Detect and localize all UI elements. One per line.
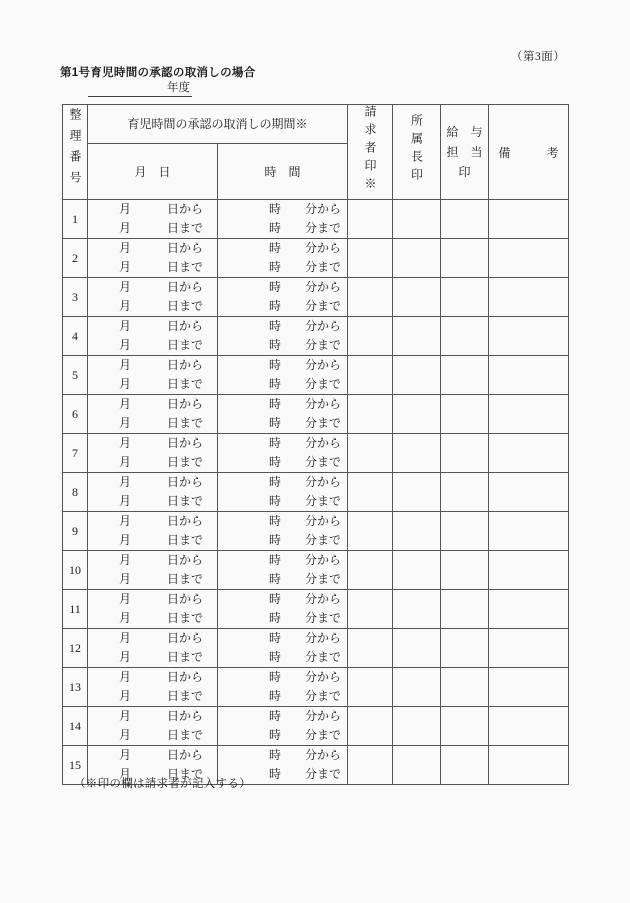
payroll-seal-cell <box>441 239 489 278</box>
date-cell <box>88 551 218 590</box>
date-from-line: 月 日から <box>118 397 203 411</box>
date-to-line: 月 日まで <box>118 260 203 274</box>
payroll-seal-cell <box>441 590 489 629</box>
time-cell <box>218 590 348 629</box>
date-cell <box>88 512 218 551</box>
table-header <box>63 105 569 200</box>
chief-seal-cell <box>393 473 441 512</box>
chief-seal-cell <box>393 512 441 551</box>
row-number-cell <box>63 668 88 707</box>
date-to-line: 月 日まで <box>118 611 203 625</box>
remarks-cell <box>489 629 569 668</box>
remarks-cell <box>489 746 569 785</box>
row-number: 5 <box>72 367 78 382</box>
remarks-cell <box>489 278 569 317</box>
time-to-line: 時 分まで <box>269 221 342 235</box>
time-cell <box>218 551 348 590</box>
time-to-line: 時 分まで <box>269 572 342 586</box>
payroll-seal-cell <box>441 317 489 356</box>
cancellation-table <box>62 104 569 785</box>
chief-seal-cell <box>393 434 441 473</box>
payroll-seal-cell <box>441 629 489 668</box>
date-to-line: 月 日まで <box>118 221 203 235</box>
chief-seal-cell <box>393 590 441 629</box>
row-number-cell <box>63 473 88 512</box>
chief-seal-cell <box>393 356 441 395</box>
time-cell <box>218 239 348 278</box>
time-to-line: 時 分まで <box>269 767 342 781</box>
time-from-line: 時 分から <box>269 748 342 762</box>
chief-seal-cell <box>393 551 441 590</box>
row-number: 10 <box>69 562 81 577</box>
time-cell <box>218 356 348 395</box>
table-body <box>63 200 569 785</box>
row-number: 15 <box>69 757 81 772</box>
time-cell <box>218 278 348 317</box>
row-number-cell <box>63 512 88 551</box>
payroll-seal-cell <box>441 434 489 473</box>
time-cell <box>218 200 348 239</box>
date-to-line: 月 日まで <box>118 767 203 781</box>
chief-seal-cell <box>393 668 441 707</box>
remarks-cell <box>489 473 569 512</box>
table-row <box>63 590 569 629</box>
remarks-cell <box>489 395 569 434</box>
row-number: 12 <box>69 640 81 655</box>
row-number: 9 <box>72 523 78 538</box>
fiscal-year-label: 年度 <box>167 82 190 94</box>
table-row <box>63 551 569 590</box>
table-row <box>63 668 569 707</box>
date-from-line: 月 日から <box>118 748 203 762</box>
time-to-line: 時 分まで <box>269 611 342 625</box>
row-number-cell <box>63 590 88 629</box>
time-to-line: 時 分まで <box>269 494 342 508</box>
table-row <box>63 395 569 434</box>
time-from-line: 時 分から <box>269 670 342 684</box>
time-from-line: 時 分から <box>269 202 342 216</box>
remarks-cell <box>489 512 569 551</box>
date-to-line: 月 日まで <box>118 572 203 586</box>
time-to-line: 時 分まで <box>269 728 342 742</box>
table-row <box>63 356 569 395</box>
date-from-line: 月 日から <box>118 319 203 333</box>
date-from-line: 月 日から <box>118 202 203 216</box>
time-from-line: 時 分から <box>269 241 342 255</box>
claimant-seal-cell <box>348 473 393 512</box>
claimant-seal-cell <box>348 317 393 356</box>
row-number-cell <box>63 629 88 668</box>
date-cell <box>88 473 218 512</box>
time-from-line: 時 分から <box>269 358 342 372</box>
time-to-line: 時 分まで <box>269 533 342 547</box>
date-to-line: 月 日まで <box>118 377 203 391</box>
header-period: 育児時間の承認の取消しの期間※ <box>88 105 348 144</box>
date-to-line: 月 日まで <box>118 494 203 508</box>
time-from-line: 時 分から <box>269 475 342 489</box>
sheet-number-label: （第3面） <box>511 51 566 63</box>
time-to-line: 時 分まで <box>269 455 342 469</box>
table-row <box>63 317 569 356</box>
chief-seal-cell <box>393 395 441 434</box>
header-serial-number <box>63 105 88 200</box>
remarks-cell <box>489 317 569 356</box>
time-from-line: 時 分から <box>269 436 342 450</box>
header-serial-number-label: 整理番号 <box>68 108 82 192</box>
time-cell <box>218 629 348 668</box>
time-to-line: 時 分まで <box>269 377 342 391</box>
date-to-line: 月 日まで <box>118 533 203 547</box>
claimant-seal-cell <box>348 278 393 317</box>
claimant-seal-cell <box>348 590 393 629</box>
time-from-line: 時 分から <box>269 280 342 294</box>
time-cell <box>218 395 348 434</box>
row-number-cell <box>63 317 88 356</box>
form-title: 第1号育児時間の承認の取消しの場合 <box>60 67 256 79</box>
header-date: 月 日 <box>88 143 218 199</box>
payroll-seal-cell <box>441 356 489 395</box>
claimant-seal-cell <box>348 707 393 746</box>
claimant-seal-cell <box>348 434 393 473</box>
date-from-line: 月 日から <box>118 514 203 528</box>
date-cell <box>88 317 218 356</box>
table-row <box>63 434 569 473</box>
date-from-line: 月 日から <box>118 241 203 255</box>
date-to-line: 月 日まで <box>118 689 203 703</box>
row-number: 1 <box>72 211 78 226</box>
row-number: 14 <box>69 718 81 733</box>
claimant-seal-cell <box>348 239 393 278</box>
header-remarks: 備 考 <box>489 105 569 200</box>
remarks-cell <box>489 668 569 707</box>
table-row <box>63 707 569 746</box>
row-number: 4 <box>72 328 78 343</box>
row-number: 13 <box>69 679 81 694</box>
payroll-seal-cell <box>441 200 489 239</box>
row-number-cell <box>63 278 88 317</box>
payroll-seal-cell <box>441 278 489 317</box>
row-number: 8 <box>72 484 78 499</box>
date-to-line: 月 日まで <box>118 338 203 352</box>
time-from-line: 時 分から <box>269 553 342 567</box>
remarks-cell <box>489 551 569 590</box>
header-time: 時 間 <box>218 143 348 199</box>
date-cell <box>88 434 218 473</box>
table-row <box>63 629 569 668</box>
remarks-cell <box>489 434 569 473</box>
date-cell <box>88 278 218 317</box>
row-number: 7 <box>72 445 78 460</box>
time-cell <box>218 473 348 512</box>
chief-seal-cell <box>393 317 441 356</box>
time-cell <box>218 317 348 356</box>
date-cell <box>88 668 218 707</box>
time-from-line: 時 分から <box>269 592 342 606</box>
header-chief-seal-label: 所属長印 <box>409 114 424 186</box>
time-from-line: 時 分から <box>269 514 342 528</box>
time-to-line: 時 分まで <box>269 416 342 430</box>
date-cell <box>88 200 218 239</box>
footnote: （※印の欄は請求者が記入する） <box>74 778 251 790</box>
date-cell <box>88 356 218 395</box>
header-payroll-seal-line3: 印 <box>458 165 471 179</box>
chief-seal-cell <box>393 200 441 239</box>
row-number-cell <box>63 239 88 278</box>
row-number-cell <box>63 551 88 590</box>
table-row <box>63 512 569 551</box>
time-to-line: 時 分まで <box>269 689 342 703</box>
table-row <box>63 473 569 512</box>
row-number-cell <box>63 434 88 473</box>
header-payroll-seal-line2: 担 当 <box>446 145 483 159</box>
date-from-line: 月 日から <box>118 592 203 606</box>
payroll-seal-cell <box>441 512 489 551</box>
time-from-line: 時 分から <box>269 631 342 645</box>
payroll-seal-cell <box>441 395 489 434</box>
remarks-cell <box>489 707 569 746</box>
time-cell <box>218 434 348 473</box>
date-from-line: 月 日から <box>118 358 203 372</box>
date-cell <box>88 590 218 629</box>
row-number: 11 <box>69 601 81 616</box>
payroll-seal-cell <box>441 551 489 590</box>
date-to-line: 月 日まで <box>118 299 203 313</box>
date-from-line: 月 日から <box>118 280 203 294</box>
claimant-seal-cell <box>348 512 393 551</box>
date-cell <box>88 707 218 746</box>
time-from-line: 時 分から <box>269 397 342 411</box>
row-number: 3 <box>72 289 78 304</box>
claimant-seal-cell <box>348 200 393 239</box>
table-row <box>63 239 569 278</box>
claimant-seal-cell <box>348 668 393 707</box>
chief-seal-cell <box>393 278 441 317</box>
time-cell <box>218 668 348 707</box>
claimant-seal-cell <box>348 356 393 395</box>
time-from-line: 時 分から <box>269 709 342 723</box>
table-row <box>63 200 569 239</box>
row-number-cell <box>63 707 88 746</box>
table-row <box>63 278 569 317</box>
remarks-cell <box>489 356 569 395</box>
payroll-seal-cell <box>441 473 489 512</box>
row-number: 2 <box>72 250 78 265</box>
payroll-seal-cell <box>441 668 489 707</box>
header-chief-seal <box>393 105 441 200</box>
time-to-line: 時 分まで <box>269 650 342 664</box>
chief-seal-cell <box>393 629 441 668</box>
date-from-line: 月 日から <box>118 436 203 450</box>
time-to-line: 時 分まで <box>269 299 342 313</box>
time-cell <box>218 512 348 551</box>
row-number: 6 <box>72 406 78 421</box>
row-number-cell <box>63 395 88 434</box>
date-from-line: 月 日から <box>118 553 203 567</box>
payroll-seal-cell <box>441 746 489 785</box>
date-from-line: 月 日から <box>118 670 203 684</box>
header-claimant-seal-label: 請求者印※ <box>363 105 378 195</box>
header-payroll-seal-line1: 給 与 <box>446 125 483 139</box>
date-to-line: 月 日まで <box>118 650 203 664</box>
row-number-cell <box>63 200 88 239</box>
date-from-line: 月 日から <box>118 631 203 645</box>
date-cell <box>88 239 218 278</box>
time-from-line: 時 分から <box>269 319 342 333</box>
claimant-seal-cell <box>348 395 393 434</box>
remarks-cell <box>489 590 569 629</box>
remarks-cell <box>489 239 569 278</box>
remarks-cell <box>489 200 569 239</box>
date-to-line: 月 日まで <box>118 416 203 430</box>
claimant-seal-cell <box>348 551 393 590</box>
date-to-line: 月 日まで <box>118 455 203 469</box>
header-payroll-seal <box>441 105 489 200</box>
date-to-line: 月 日まで <box>118 728 203 742</box>
date-from-line: 月 日から <box>118 709 203 723</box>
chief-seal-cell <box>393 239 441 278</box>
time-cell <box>218 707 348 746</box>
claimant-seal-cell <box>348 629 393 668</box>
header-claimant-seal <box>348 105 393 200</box>
date-cell <box>88 629 218 668</box>
claimant-seal-cell <box>348 746 393 785</box>
date-from-line: 月 日から <box>118 475 203 489</box>
row-number-cell <box>63 356 88 395</box>
chief-seal-cell <box>393 707 441 746</box>
time-to-line: 時 分まで <box>269 260 342 274</box>
time-to-line: 時 分まで <box>269 338 342 352</box>
fiscal-year-field <box>88 81 192 97</box>
chief-seal-cell <box>393 746 441 785</box>
date-cell <box>88 395 218 434</box>
payroll-seal-cell <box>441 707 489 746</box>
